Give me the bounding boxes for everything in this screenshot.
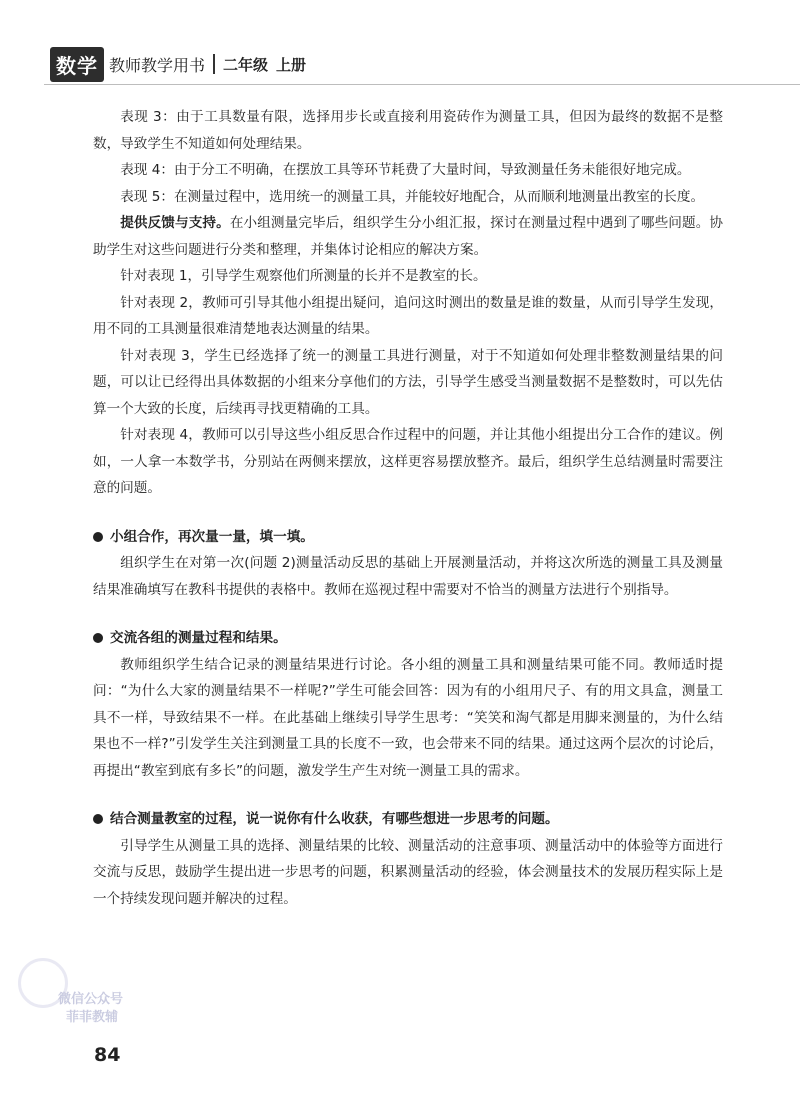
header-divider [213,54,215,74]
paragraph: 表现 3：由于工具数量有限，选择用步长或直接利用瓷砖作为测量工具，但因为最终的数据不是整数，导致学生不知道如何处理结果。 [93,109,723,152]
bullet-icon [93,633,103,643]
book-title: 教师教学用书 [109,55,206,75]
watermark-line2: 菲菲教辅 [66,1010,119,1025]
bullet-icon [93,814,103,824]
paragraph: 针对表现 2，教师可引导其他小组提出疑问，追问这时测出的数量是谁的数量，从而引导学生发现，用不同的工具测量很难清楚地表达测量的结果。 [93,294,723,337]
section-heading [93,524,723,551]
section-paragraph: 组织学生在对第一次(问题 2)测量活动反思的基础上开展测量活动，并将这次所选的测量工具及测量结果准确填写在教科书提供的表格中。教师在巡视过程中需要对不恰当的测量方法进行个别指导。 [93,555,723,598]
page-number: 84 [94,1044,121,1066]
paragraph: 表现 5：在测量过程中，选用统一的测量工具，并能较好地配合，从而顺利地测量出教室的长度。 [120,188,705,205]
section-heading-text: 小组合作，再次量一量，填一填。 [110,528,314,545]
section-heading-text: 交流各组的测量过程和结果。 [110,630,287,646]
feedback-lead: 提供反馈与支持。 [120,215,230,231]
watermark [14,956,124,1028]
paragraph: 针对表现 4，教师可以引导这些小组反思合作过程中的问题，并让其他小组提出分工合作的建议。例如，一人拿一本数学书，分别站在两侧来摆放，这样更容易摆放整齐。最后，组织学生总结测量时需要注意的问题。 [93,427,723,496]
section-heading-text: 结合测量教室的过程，说一说你有什么收获，有哪些想进一步思考的问题。 [110,811,559,827]
feedback-paragraph [93,210,723,263]
section-heading [93,625,723,652]
section-paragraph: 教师组织学生结合记录的测量结果进行讨论。各小组的测量工具和测量结果可能不同。教师适时提问：“为什么大家的测量结果不一样呢?”学生可能会回答：因为有的小组用尺子、有的用文具盒，测量工具不一样，导致结果不一样。在此基础上继续引导学生思考：“笑笑和淘气都是用脚来测量的，为什么结果也不一样?”引发学生关注到测量工具的长度不一致，也会带来不同的结果。通过这两个层次的讨论后，再提出“教室到底有多长”的问题，激发学生产生对统一测量工具的需求。 [93,656,723,779]
bullet-icon [93,532,103,542]
main-content [93,104,723,912]
page-header [50,46,306,82]
volume-label: 上册 [276,55,307,74]
paragraph: 针对表现 1，引导学生观察他们所测量的长并不是教室的长。 [120,268,487,284]
grade-label: 二年级 [223,55,269,74]
section-paragraph: 引导学生从测量工具的选择、测量结果的比较、测量活动的注意事项、测量活动中的体验等方面进行交流与反思，鼓励学生提出进一步思考的问题，积累测量活动的经验，体会测量技术的发展历程实际上是一个持续发现问题并解决的过程。 [93,837,723,907]
paragraph: 针对表现 3，学生已经选择了统一的测量工具进行测量，对于不知道如何处理非整数测量结果的问题，可以让已经得出具体数据的小组来分享他们的方法，引导学生感受当测量数据不是整数时，可以先估算一个大致的长度，后续再寻找更精确的工具。 [93,347,723,417]
watermark-line1: 微信公众号 [58,992,124,1007]
feedback-text: 在小组测量完毕后，组织学生分小组汇报，探讨在测量过程中遇到了哪些问题。协助学生对这些问题进行分类和整理，并集体讨论相应的解决方案。 [93,215,724,258]
section-heading [93,806,723,833]
header-rule [44,84,800,85]
math-logo: 数学 [50,47,104,82]
paragraph: 表现 4：由于分工不明确，在摆放工具等环节耗费了大量时间，导致测量任务未能很好地完成。 [120,162,691,178]
